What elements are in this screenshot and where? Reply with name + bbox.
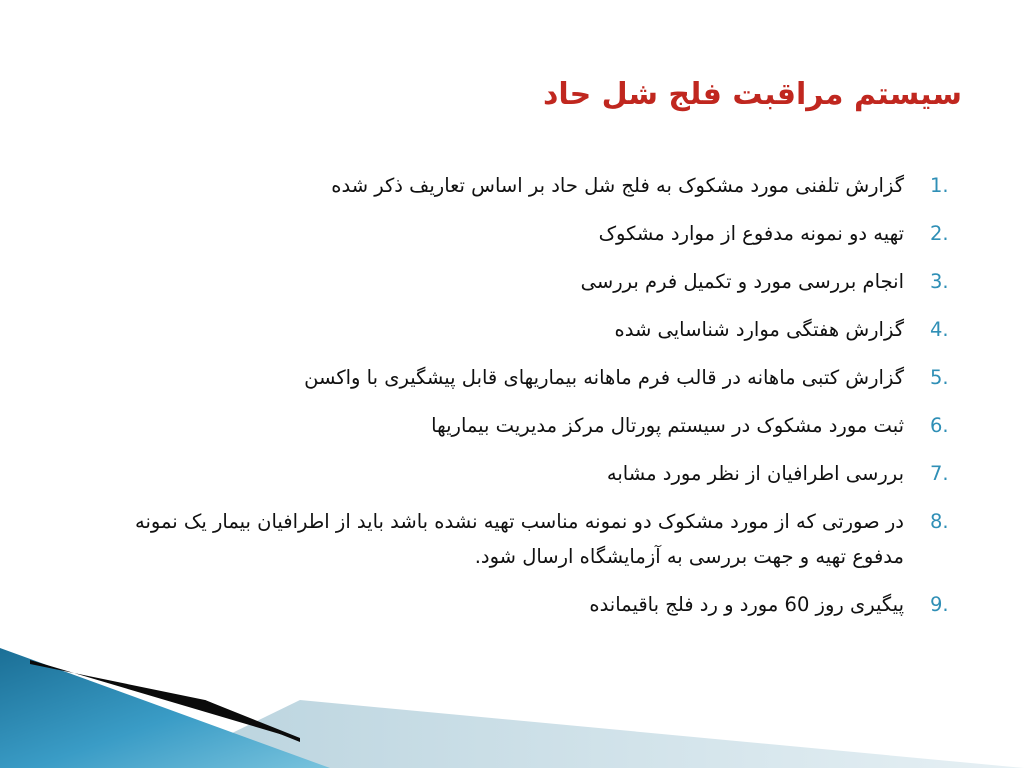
numbered-list bbox=[82, 168, 962, 635]
list-item-text: انجام بررسی مورد و تکمیل فرم بررسی bbox=[580, 270, 904, 293]
list-item-number: 4. bbox=[930, 318, 949, 341]
list-item-text: گزارش هفتگی موارد شناسایی شده bbox=[614, 318, 904, 341]
list-item-text: ثبت مورد مشکوک در سیستم پورتال مرکز مدیریت بیماریها bbox=[431, 414, 904, 437]
list-item-text: در صورتی که از مورد مشکوک دو نمونه مناسب تهیه نشده باشد باید از اطرافیان بیمار یک نمونه مدفوع تهیه و جهت بررسی به آزمایشگاه ارسال شود. bbox=[135, 510, 904, 568]
list-item bbox=[82, 168, 962, 203]
list-item bbox=[82, 216, 962, 251]
list-item-text: گزارش تلفنی مورد مشکوک به فلج شل حاد بر اساس تعاریف ذکر شده bbox=[331, 174, 904, 197]
list-item-text: تهیه دو نمونه مدفوع از موارد مشکوک bbox=[598, 222, 904, 245]
list-item-number: 8. bbox=[930, 510, 949, 533]
list-item bbox=[82, 408, 962, 443]
list-item-number: 2. bbox=[930, 222, 949, 245]
list-item bbox=[82, 504, 962, 574]
list-item-number: 6. bbox=[930, 414, 949, 437]
list-item bbox=[82, 360, 962, 395]
list-item bbox=[82, 587, 962, 622]
slide-title: سیستم مراقبت فلج شل حاد bbox=[542, 77, 962, 112]
list-item-text: گزارش کتبی ماهانه در قالب فرم ماهانه بیماریهای قابل پیشگیری با واکسن bbox=[304, 366, 904, 389]
list-item-number: 3. bbox=[930, 270, 949, 293]
list-item-text: پیگیری روز 60 مورد و رد فلج باقیمانده bbox=[589, 593, 904, 616]
list-item-number: 5. bbox=[930, 366, 949, 389]
list-item-text: بررسی اطرافیان از نظر مورد مشابه bbox=[606, 462, 904, 485]
list-item bbox=[82, 312, 962, 347]
list-item-number: 7. bbox=[930, 462, 949, 485]
list-item-number: 9. bbox=[930, 593, 949, 616]
list-item-number: 1. bbox=[930, 174, 949, 197]
list-item bbox=[82, 456, 962, 491]
list-item bbox=[82, 264, 962, 299]
